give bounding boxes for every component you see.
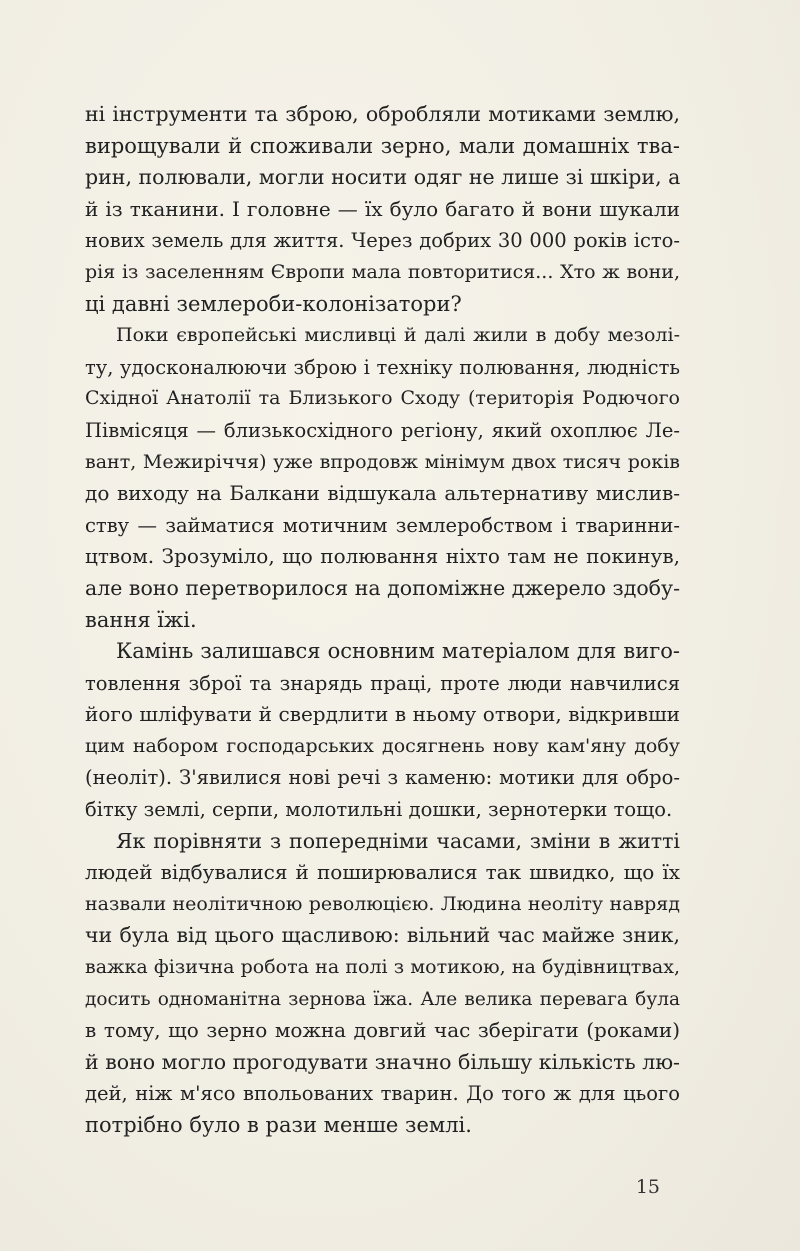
text-line: й воно могло прогодувати значно більшу кількість лю- xyxy=(85,1049,680,1074)
paragraph-first-line: Як порівняти з попередніми часами, зміни в житті xyxy=(116,828,680,853)
text-line: досить одноманітна зернова їжа. Але велика перевага була xyxy=(85,988,680,1010)
text-line: в тому, що зерно можна довгий час зберігати (роками) xyxy=(85,1018,680,1043)
text-line: (неоліт). З'явилися нові речі з каменю: мотики для обро- xyxy=(85,766,680,790)
text-line: але воно перетворилося на допоміжне джерело здобу- xyxy=(85,575,680,600)
paragraph-first-line: Камінь залишався основним матеріалом для виго- xyxy=(116,639,680,664)
text-line: й із тканини. І головне — їх було багато й вони шукали xyxy=(85,196,680,221)
text-line: потрібно було в рази менше землі. xyxy=(85,1113,472,1137)
text-line: до виходу на Балкани відшукала альтернативу мислив- xyxy=(85,481,680,506)
text-line: вирощували й споживали зерно, мали домашніх тва- xyxy=(85,133,680,158)
text-line: вант, Межиріччя) уже впродовж мінімум двох тисяч років xyxy=(85,450,680,473)
text-line: товлення зброї та знарядь праці, проте люди навчилися xyxy=(85,671,680,695)
text-line: дей, ніж м'ясо впольованих тварин. До того ж для цього xyxy=(85,1082,680,1106)
text-line: Східної Анатолії та Близького Сходу (територія Родючого xyxy=(85,387,680,410)
text-line: його шліфувати й свердлити в ньому отвори, відкривши xyxy=(85,702,680,727)
text-line: нових земель для життя. Через добрих 30 000 років істо- xyxy=(85,229,680,253)
text-line: важка фізична робота на полі з мотикою, на будівництвах, xyxy=(85,956,680,979)
text-line: ці давні землероби-колонізатори? xyxy=(85,291,462,316)
paragraph-first-line: Поки європейські мисливці й далі жили в добу мезолі- xyxy=(116,324,680,347)
text-line: Півмісяця — близькосхідного регіону, який охоплює Ле- xyxy=(85,418,680,442)
text-line: людей відбувалися й поширювалися так швидко, що їх xyxy=(85,860,680,885)
text-line: рія із заселенням Європи мала повторитися... Хто ж вони, xyxy=(85,260,680,283)
text-line: бітку землі, серпи, молотильні дошки, зернотерки тощо. xyxy=(85,798,673,822)
text-line: ту, удосконалюючи зброю і техніку полювання, людність xyxy=(85,355,680,379)
text-line: цим набором господарських досягнень нову кам'яну добу xyxy=(85,734,680,757)
text-line: рин, полювали, могли носити одяг не лише зі шкіри, а xyxy=(85,165,681,190)
text-line: вання їжі. xyxy=(85,607,197,632)
text-line: ні інструменти та зброю, обробляли мотиками землю, xyxy=(85,102,680,126)
text-line: чи була від цього щасливою: вільний час майже зник, xyxy=(85,923,680,948)
text-line: цтвом. Зрозуміло, що полювання ніхто там не покинув, xyxy=(85,544,680,569)
page-number: 15 xyxy=(635,1176,660,1198)
text-line: ству — займатися мотичним землеробством і тваринни- xyxy=(85,513,680,537)
text-line: назвали неолітичною революцією. Людина неоліту навряд xyxy=(85,892,680,915)
